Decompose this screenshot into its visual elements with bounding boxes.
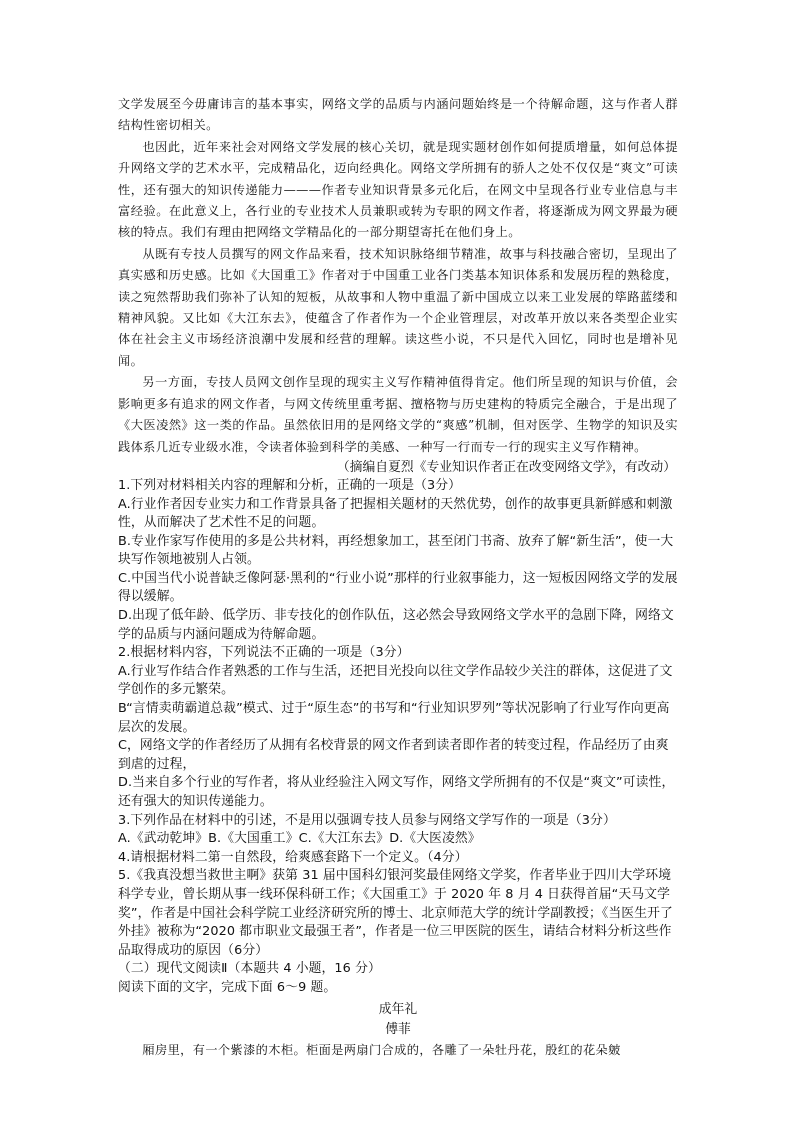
passage-paragraph-2: 也因此，近年来社会对网络文学发展的核心关切，就是现实题材创作如何提质增量，如何总体提升网络文学的艺术水平，完成精品化，迈向经典化。网络文学所拥有的骄人之处不仅仅是“爽文”可读性，还有强大的知识传递能力———作者专业知识背景多元化后，在网文中呈现各行业专业信息与丰富经验。在此意义上，各行业的专业技术人员兼职或转为专职的网文作者，将逐渐成为网文界最为硬核的特点。我们有理由把网络文学精品化的一部分期望寄托在他们身上。: [118, 139, 678, 240]
question-2-option-a: A.行业写作结合作者熟悉的工作与生活，还把目光投向以往文学作品较少关注的群体，这促进了文学创作的多元繁荣。: [118, 663, 673, 698]
question-1-option-c: C.中国当代小说普缺乏像阿瑟·黑利的“行业小说”那样的行业叙事能力，这一短板因网络文学的发展得以缓解。: [118, 570, 678, 605]
question-4: 4.请根据材料二第一自然段，给爽感套路下一个定义。（4分）: [118, 849, 468, 865]
story-first-line: 厢房里，有一个紫漆的木柜。柜面是两扇门合成的，各雕了一朵牡丹花，殷红的花朵皴: [142, 1042, 621, 1057]
story-author: 傅菲: [385, 1021, 411, 1037]
question-3-stem: 3.下列作品在材料中的引述，不是用以强调专技人员参与网络文学写作的一项是（3分）: [118, 812, 616, 828]
source-citation: （摘编自夏烈《专业知识作者正在改变网络文学》，有改动）: [336, 459, 676, 475]
passage-paragraph-4: 另一方面，专技人员网文创作呈现的现实主义写作精神值得肯定。他们所呈现的知识与价值，会影响更多有追求的网文作者，与网文传统里重考据、擅格物与历史建构的特质完全融合，于是出现了《大医凌然》这一类的作品。虽然依旧用的是网络文学的“爽感”机制，但对医学、生物学的知识及实践体系几近专业级水准，令读者体验到科学的美感、一种写一行而专一行的现实主义写作精神。: [118, 375, 678, 454]
question-2-option-b: B“言情卖萌霸道总裁”模式、过于“原生态”的书写和“行业知识罗列”等状况影响了行业写作向更高层次的发展。: [118, 701, 670, 735]
question-5: 5.《我真没想当救世主啊》获第 31 届中国科幻银河奖最佳网络文学奖，作者毕业于四川大学环境科学专业，曾长期从事一线环保科研工作；《大国重工》于 2020 年 8 月 4 日获得首届“天马文学奖”，作者是中国社会科学院工业经济研究所的博士、北京师范大学的统计学副教授；《当医生开了外挂》被称为“2020 都市职业文最强王者”，作者是一位三甲医院的医生，请结合材料分析这些作品取得成功的原因（6分）: [118, 868, 673, 958]
question-1-option-b: B.专业作家写作使用的多是公共材料，再经想象加工，甚至闭门书斋、放弃了解“新生活”，使一大块写作领地被别人占领。: [118, 533, 674, 568]
question-2-stem: 2.根据材料内容，下列说法不正确的一项是（3分）: [118, 645, 410, 661]
passage-paragraph-1: 文学发展至今毋庸讳言的基本事实，网络文学的品质与内涵问题始终是一个待解命题，这与作者人群结构性密切相关。: [118, 97, 678, 133]
story-title: 成年礼: [378, 1001, 418, 1017]
document-content: [118, 94, 678, 1061]
question-2-option-c: C，网络文学的作者经历了从拥有名校背景的网文作者到读者即作者的转变过程，作品经历了由爽到虐的过程，: [118, 738, 669, 772]
passage-paragraph-3: 从既有专技人员撰写的网文作品来看，技术知识脉络细节精准，故事与科技融合密切，呈现出了真实感和历史感。比如《大国重工》作者对于中国重工业各门类基本知识体系和发展历程的熟稔度，读之宛然帮助我们弥补了认知的短板，从故事和人物中重温了新中国成立以来工业发展的筚路蓝缕和精神风貌。又比如《大江东去》，使蕴含了作者作为一个企业管理层，对改革开放以来各类型企业实体在社会主义市场经济浪潮中发展和经营的理解。读这些小说，不只是代入回忆，同时也是增补见闻。: [118, 246, 678, 368]
question-1-option-a: A.行业作者因专业实力和工作背景具备了把握相关题材的天然优势，创作的故事更具新鲜感和刺激性，从而解决了艺术性不足的问题。: [118, 496, 673, 531]
question-3-options: A.《武动乾坤》B.《大国重工》C.《大江东去》D.《大医凌然》: [118, 831, 481, 847]
section-heading: （二）现代文阅读Ⅱ（本题共 4 小题，16 分）: [118, 961, 381, 977]
reading-instruction: 阅读下面的文字，完成下面 6～9 题。: [118, 979, 337, 995]
question-1-stem: 1.下列对材料相关内容的理解和分析，正确的一项是（3分）: [118, 477, 462, 493]
question-2-option-d: D.当来自多个行业的写作者，将从业经验注入网文写作，网络文学所拥有的不仅是“爽文”可读性，还有强大的知识传递能力。: [118, 775, 675, 809]
question-1-option-d: D.出现了低年龄、低学历、非专技化的创作队伍，这必然会导致网络文学水平的急剧下降，网络文学的品质与内涵问题成为待解命题。: [118, 608, 674, 642]
